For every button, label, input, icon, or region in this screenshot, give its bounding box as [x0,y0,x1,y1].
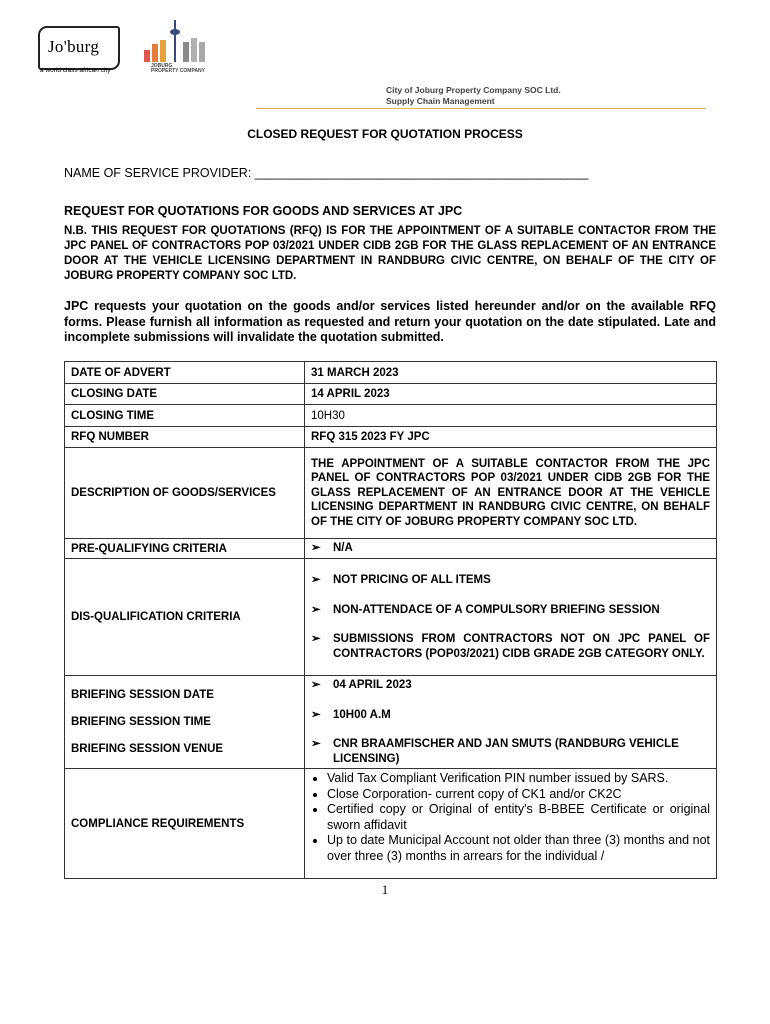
rfq-number-value: RFQ 315 2023 FY JPC [305,427,717,448]
description-value: THE APPOINTMENT OF A SUITABLE CONTACTOR FROM THE JPC PANEL OF CONTRACTORS POP 03/2021 UNDER CIDB 2GB FOR THE GLASS REPLACEMENT OF AN ENTRANCE DOOR AT THE VEHICLE LICENSING DEPARTMENT IN RANDBURG CIVIC CENTRE, ON BEHALF OF THE CITY OF JOBURG PROPERTY COMPANY SOC LTD. [305,448,717,539]
compliance-label: COMPLIANCE REQUIREMENTS [65,769,305,879]
arrow-bullet-icon: ➢ [311,738,321,750]
arrow-bullet-icon: ➢ [311,708,321,721]
compliance-item-3: • Certified copy or Original of entity's B-BBEE Certificate or original sworn affidavit [327,802,710,833]
table-row [65,448,717,539]
table-row [65,769,717,879]
date-of-advert-label: DATE OF ADVERT [65,362,305,384]
department-name: Supply Chain Management [386,96,495,106]
compliance-item-2: • Close Corporation- current copy of CK1 and/or CK2C [327,787,710,803]
closing-time-label: CLOSING TIME [65,405,305,427]
jpc-skyline-logo-icon [143,18,213,64]
briefing-labels-cell [65,676,305,769]
closing-time-value: 10H30 [305,405,717,427]
section-heading: REQUEST FOR QUOTATIONS FOR GOODS AND SERVICES AT JPC [64,204,463,218]
prequalifying-value: N/A [333,542,353,555]
briefing-date-value: 04 APRIL 2023 [333,679,412,691]
jpc-logo-text [151,64,205,74]
briefing-values-cell [305,676,717,769]
jpc-logo-line1: JOBURG [151,63,173,69]
briefing-time-value: 10H00 A.M [333,708,391,721]
briefing-time-label: BRIEFING SESSION TIME [71,716,211,728]
intro-paragraph: JPC requests your quotation on the goods and/or services listed hereunder and/or on the available RFQ forms. Please furnish all information as requested and return your quotation on the date stipulated. Late and incomplete submissions will invalidate the quotation submitted. [64,299,716,344]
nb-paragraph: N.B. THIS REQUEST FOR QUOTATIONS (RFQ) IS FOR THE APPOINTMENT OF A SUITABLE CONTACTOR FROM THE JPC PANEL OF CONTRACTORS POP 03/2021 UNDER CIDB 2GB FOR THE GLASS REPLACEMENT OF AN ENTRANCE DOOR AT THE VEHICLE LICENSING DEPARTMENT IN RANDBURG CIVIC CENTRE, ON BEHALF OF THE CITY OF JOBURG PROPERTY COMPANY SOC LTD. [64,225,716,282]
list-item [311,678,710,693]
briefing-venue-value: CNR BRAAMFISCHER AND JAN SMUTS (RANDBURG VEHICLE LICENSING) [333,738,679,765]
table-row [65,384,717,405]
table-row [65,362,717,384]
compliance-list-cell [305,769,717,879]
joburg-tagline: a world class african city [40,67,111,74]
arrow-bullet-icon: ➢ [311,603,321,616]
disqualification-item-1: NOT PRICING OF ALL ITEMS [333,574,491,586]
joburg-logo [38,26,120,70]
description-label: DESCRIPTION OF GOODS/SERVICES [65,448,305,539]
service-provider-line: NAME OF SERVICE PROVIDER: ________________________________________________ [64,166,589,180]
list-item [311,541,710,556]
list-item [311,632,710,661]
disqualification-label: DIS-QUALIFICATION CRITERIA [65,559,305,676]
table-row [65,676,717,769]
compliance-item-1: • Valid Tax Compliant Verification PIN number issued by SARS. [327,771,710,787]
company-info [386,85,561,107]
rfq-details-table [64,361,717,879]
joburg-logo-text: Jo'burg [48,37,100,56]
briefing-date-label: BRIEFING SESSION DATE [71,689,214,701]
arrow-bullet-icon: ➢ [311,633,321,645]
compliance-list [311,771,710,864]
date-of-advert-value: 31 MARCH 2023 [305,362,717,384]
list-item [311,603,710,618]
table-row [65,405,717,427]
arrow-bullet-icon: ➢ [311,574,321,586]
list-item [311,573,710,588]
company-name: City of Joburg Property Company SOC Ltd. [386,85,561,95]
list-item [311,737,710,766]
page-number: 1 [381,882,389,897]
table-row [65,539,717,559]
arrow-bullet-icon: ➢ [311,542,321,555]
header-divider [256,108,706,109]
arrow-bullet-icon: ➢ [311,679,321,691]
disqualification-item-3: SUBMISSIONS FROM CONTRACTORS NOT ON JPC PANEL OF CONTRACTORS (POP03/2021) CIDB GRADE 2GB CATEGORY ONLY. [333,633,710,660]
document-title: CLOSED REQUEST FOR QUOTATION PROCESS [247,127,523,141]
disqualification-item-2: NON-ATTENDACE OF A COMPULSORY BRIEFING SESSION [333,603,660,616]
jpc-logo-line2: PROPERTY COMPANY [151,68,205,74]
compliance-item-4: • Up to date Municipal Account not older than three (3) months and not over three (3) months in arrears for the individual / [327,833,710,864]
prequalifying-label: PRE-QUALIFYING CRITERIA [65,539,305,559]
closing-date-value: 14 APRIL 2023 [305,384,717,405]
rfq-number-label: RFQ NUMBER [65,427,305,448]
table-row [65,559,717,676]
table-row [65,427,717,448]
list-item [311,708,710,723]
briefing-venue-label: BRIEFING SESSION VENUE [71,743,224,755]
disqualification-list [305,559,717,676]
prequalifying-value-cell [305,539,717,559]
closing-date-label: CLOSING DATE [65,384,305,405]
